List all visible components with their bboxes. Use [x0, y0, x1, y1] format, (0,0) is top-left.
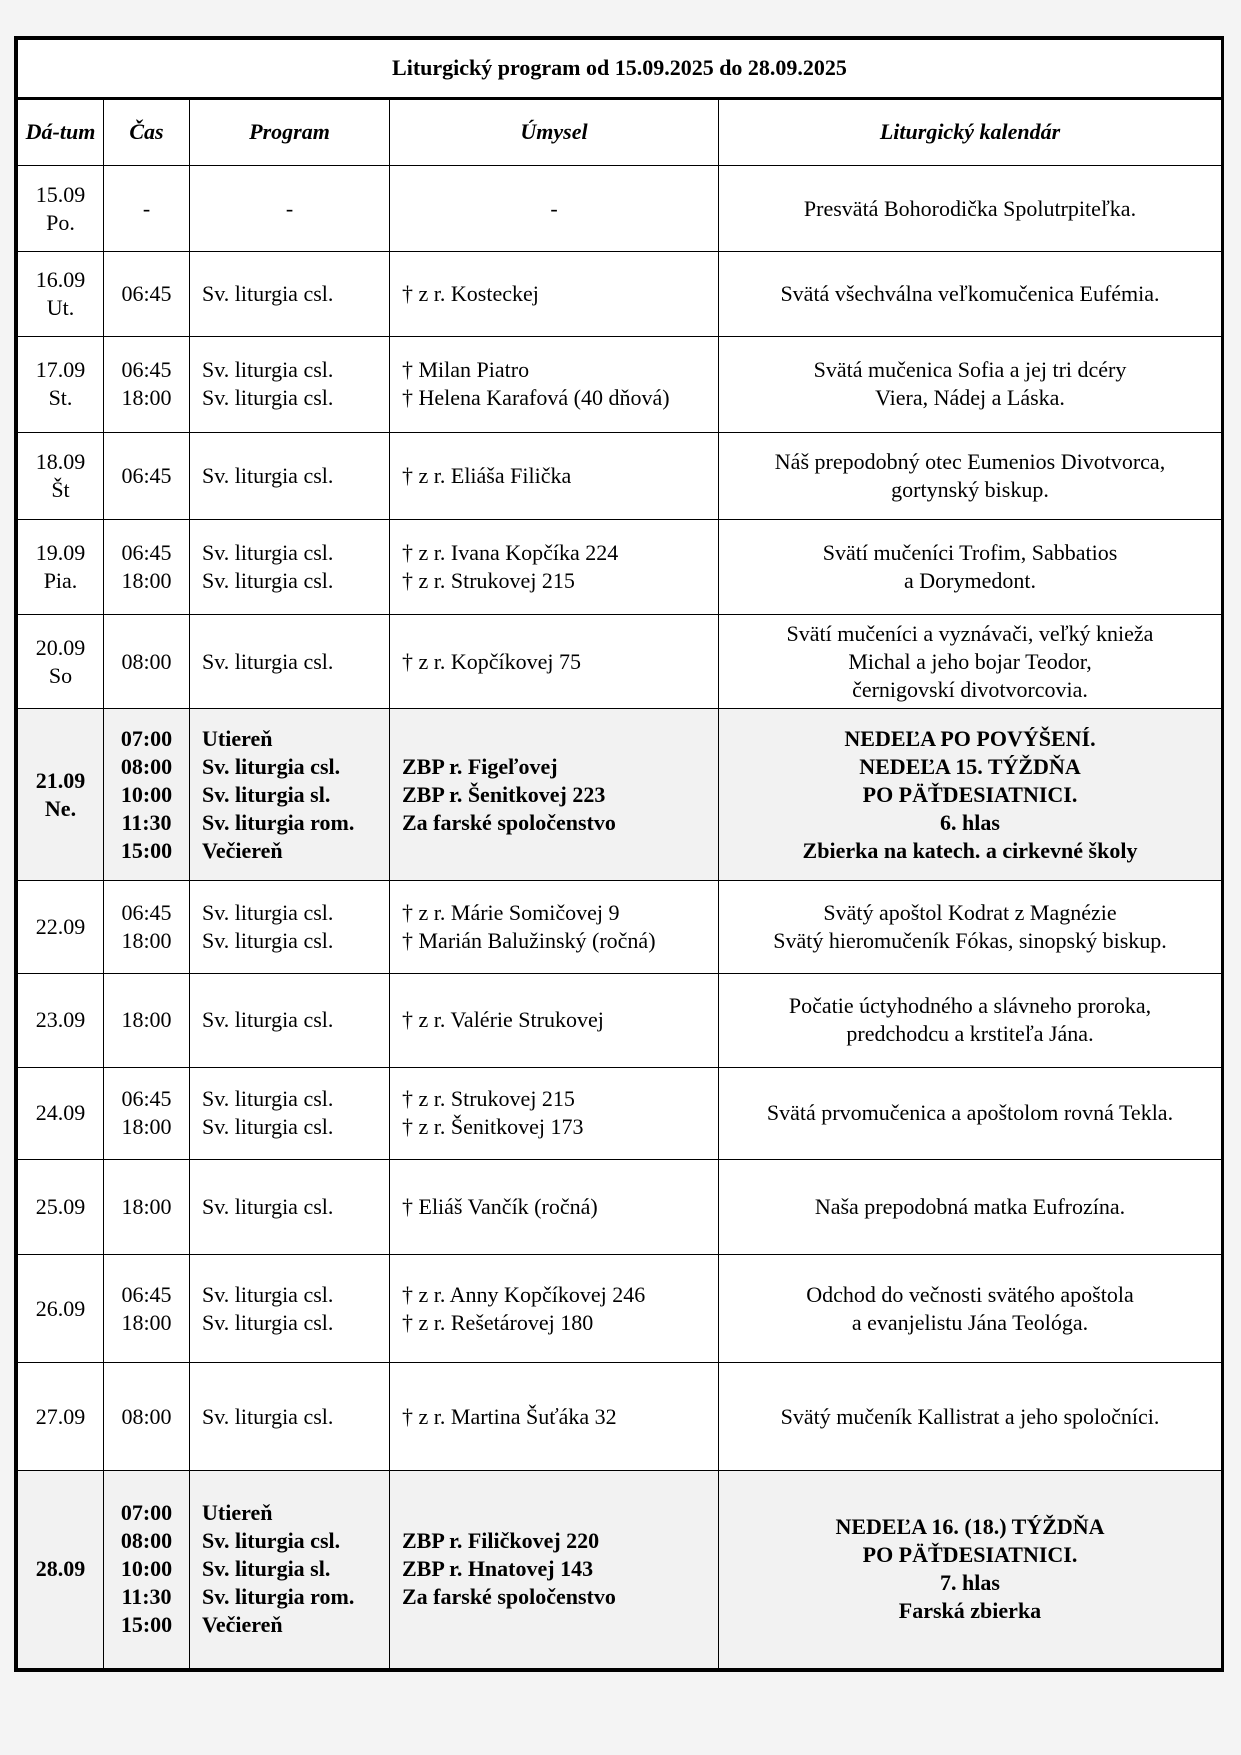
calendar-cell-line: Farská zbierka: [898, 1598, 1042, 1624]
time-cell-line: 06:45: [121, 357, 172, 383]
table-row: [18, 1068, 1222, 1160]
intent-cell-line: -: [550, 195, 558, 221]
calendar-cell-line: 6. hlas: [940, 809, 1000, 835]
program-cell-line: Sv. liturgia csl.: [202, 281, 334, 306]
program-cell-line: Sv. liturgia csl.: [202, 540, 334, 566]
program-cell: [190, 973, 390, 1067]
time-cell-line: 15:00: [120, 837, 173, 863]
time-cell-line: 18:00: [121, 1193, 172, 1219]
calendar-cell: [719, 252, 1222, 336]
calendar-cell-line: Odchod do večnosti svätého apoštola: [806, 1281, 1134, 1307]
table-row: [18, 709, 1222, 881]
program-cell-line: Sv. liturgia sl.: [202, 781, 331, 807]
calendar-cell: [719, 709, 1222, 881]
table-row: [18, 973, 1222, 1067]
table-row: [18, 615, 1222, 709]
program-cell: [190, 1363, 390, 1470]
calendar-cell-line: Svätý mučeník Kallistrat a jeho spoločníci.: [780, 1403, 1160, 1429]
calendar-cell-line: a Dorymedont.: [904, 568, 1036, 594]
intent-cell: [390, 709, 719, 881]
date-cell: [18, 709, 104, 881]
intent-cell-line: † z r. Ivana Kopčíka 224: [402, 540, 619, 566]
calendar-cell-line: Svätá mučenica Sofia a jej tri dcéry: [813, 357, 1127, 383]
table-row: [18, 881, 1222, 974]
intent-cell: [390, 432, 719, 519]
liturgical-schedule-table: [17, 39, 1222, 1669]
intent-cell: [390, 973, 719, 1067]
table-row: [18, 432, 1222, 519]
calendar-cell-line: Svätí mučeníci Trofim, Sabbatios: [822, 540, 1118, 566]
date-cell-line: So: [48, 662, 73, 688]
time-cell: [104, 520, 190, 615]
schedule-sheet: [14, 36, 1224, 1672]
intent-cell-line: ZBP r. Filičkovej 220: [402, 1528, 600, 1554]
header-date: Dá-tum: [18, 98, 104, 166]
program-cell: [190, 336, 390, 432]
time-cell: [104, 336, 190, 432]
schedule-title: Liturgický program od 15.09.2025 do 28.09.2025: [18, 40, 1222, 99]
calendar-cell-line: Michal a jeho bojar Teodor,: [848, 648, 1092, 674]
header-program: Program: [190, 98, 390, 166]
date-cell-line: Št: [51, 477, 70, 503]
intent-cell: [390, 1255, 719, 1363]
time-cell-line: -: [142, 195, 151, 221]
intent-cell: [390, 881, 719, 974]
date-cell: [18, 1255, 104, 1363]
program-cell-line: -: [285, 195, 294, 221]
table-row: [18, 1470, 1222, 1668]
intent-cell-line: † z r. Márie Somičovej 9: [402, 899, 620, 925]
time-cell-line: 07:00: [120, 725, 173, 751]
date-cell: [18, 973, 104, 1067]
date-cell-line: 26.09: [35, 1295, 86, 1321]
program-cell-line: Sv. liturgia sl.: [202, 1556, 331, 1582]
intent-cell: [390, 1470, 719, 1668]
program-cell-line: Sv. liturgia csl.: [202, 1528, 341, 1554]
program-cell-line: Večiereň: [202, 837, 283, 863]
calendar-cell: [719, 1363, 1222, 1470]
date-cell-line: 17.09: [35, 357, 86, 383]
intent-cell: [390, 252, 719, 336]
date-cell: [18, 432, 104, 519]
intent-cell: [390, 336, 719, 432]
date-cell: [18, 1068, 104, 1160]
intent-cell-line: † z r. Martina Šuťáka 32: [402, 1403, 617, 1429]
time-cell-line: 08:00: [121, 1403, 172, 1429]
program-cell-line: Sv. liturgia csl.: [202, 463, 334, 489]
time-cell-line: 18:00: [121, 568, 172, 594]
intent-cell-line: † z r. Rešetárovej 180: [402, 1309, 594, 1335]
intent-cell: [390, 1159, 719, 1254]
program-cell-line: Sv. liturgia csl.: [202, 385, 334, 411]
calendar-cell: [719, 1255, 1222, 1363]
program-cell-line: Sv. liturgia csl.: [202, 1114, 334, 1140]
time-cell-line: 06:45: [121, 1281, 172, 1307]
date-cell-line: 28.09: [35, 1556, 86, 1582]
program-cell-line: Sv. liturgia csl.: [202, 753, 341, 779]
date-cell-line: 23.09: [35, 1007, 86, 1033]
date-cell-line: 22.09: [35, 913, 86, 939]
calendar-cell-line: Presvätá Bohorodička Spolutrpiteľka.: [803, 195, 1137, 221]
time-cell-line: 11:30: [121, 1584, 172, 1610]
time-cell: [104, 881, 190, 974]
intent-cell-line: † Marián Balužinský (ročná): [402, 927, 656, 953]
program-cell-line: Sv. liturgia rom.: [202, 1584, 355, 1610]
intent-cell-line: Za farské spoločenstvo: [402, 809, 616, 835]
date-cell-line: 27.09: [35, 1403, 86, 1429]
intent-cell-line: † z r. Strukovej 215: [402, 568, 575, 594]
intent-cell-line: † z r. Strukovej 215: [402, 1086, 575, 1112]
calendar-cell: [719, 615, 1222, 709]
time-cell-line: 18:00: [121, 1114, 172, 1140]
intent-cell-line: † z r. Eliáša Filička: [402, 463, 572, 489]
date-cell: [18, 1159, 104, 1254]
intent-cell-line: † z r. Valérie Strukovej: [402, 1007, 604, 1033]
time-cell-line: 08:00: [121, 648, 172, 674]
calendar-cell-line: Zbierka na katech. a cirkevné školy: [802, 837, 1138, 863]
calendar-cell-line: Svätí mučeníci a vyznávači, veľký knieža: [786, 620, 1154, 646]
calendar-cell-line: PO PÄŤDESIATNICI.: [862, 1542, 1078, 1568]
date-cell-line: 15.09: [35, 181, 86, 207]
program-cell-line: Sv. liturgia csl.: [202, 1086, 334, 1112]
program-cell: [190, 520, 390, 615]
program-cell: [190, 1068, 390, 1160]
calendar-cell-line: a evanjelistu Jána Teológa.: [851, 1309, 1089, 1335]
program-cell: [190, 252, 390, 336]
calendar-cell-line: NEDEĽA PO POVÝŠENÍ.: [844, 725, 1096, 751]
calendar-cell-line: NEDEĽA 16. (18.) TÝŽDŇA: [835, 1514, 1105, 1540]
intent-cell-line: ZBP r. Figeľovej: [402, 753, 558, 779]
time-cell-line: 07:00: [120, 1500, 173, 1526]
program-cell: [190, 615, 390, 709]
program-cell-line: Sv. liturgia csl.: [202, 568, 334, 594]
intent-cell-line: † z r. Kopčíkovej 75: [402, 648, 582, 674]
calendar-cell: [719, 520, 1222, 615]
time-cell-line: 10:00: [120, 781, 173, 807]
program-cell: [190, 709, 390, 881]
header-intent: Úmysel: [390, 98, 719, 166]
intent-cell-line: † Helena Karafová (40 dňová): [402, 385, 670, 411]
date-cell: [18, 1470, 104, 1668]
program-cell-line: Sv. liturgia csl.: [202, 1281, 334, 1307]
time-cell-line: 15:00: [120, 1612, 173, 1638]
program-cell-line: Sv. liturgia csl.: [202, 1193, 334, 1219]
program-cell: [190, 432, 390, 519]
intent-cell-line: ZBP r. Šenitkovej 223: [402, 781, 606, 807]
program-cell-line: Sv. liturgia rom.: [202, 809, 355, 835]
intent-cell-line: † z r. Šenitkovej 173: [402, 1114, 584, 1140]
intent-cell: [390, 1068, 719, 1160]
time-cell: [104, 615, 190, 709]
calendar-cell-line: PO PÄŤDESIATNICI.: [862, 781, 1078, 807]
date-cell-line: 18.09: [35, 449, 86, 475]
time-cell-line: 18:00: [121, 1007, 172, 1033]
intent-cell-line: † Eliáš Vančík (ročná): [402, 1193, 598, 1219]
time-cell-line: 06:45: [121, 899, 172, 925]
calendar-cell: [719, 1068, 1222, 1160]
calendar-cell-line: Viera, Nádej a Láska.: [875, 385, 1065, 411]
time-cell: [104, 709, 190, 881]
calendar-cell: [719, 1159, 1222, 1254]
time-cell-line: 08:00: [120, 1528, 173, 1554]
calendar-cell-line: NEDEĽA 15. TÝŽDŇA: [859, 753, 1081, 779]
program-cell-line: Sv. liturgia csl.: [202, 1007, 334, 1033]
time-cell: [104, 252, 190, 336]
time-cell: [104, 166, 190, 252]
program-cell: [190, 1255, 390, 1363]
date-cell-line: 19.09: [35, 540, 86, 566]
program-cell: [190, 881, 390, 974]
calendar-cell-line: Svätý apoštol Kodrat z Magnézie: [823, 899, 1117, 925]
calendar-cell-line: Naša prepodobná matka Eufrozína.: [814, 1193, 1126, 1219]
program-cell-line: Sv. liturgia csl.: [202, 357, 334, 383]
date-cell-line: 24.09: [35, 1100, 86, 1126]
date-cell-line: 16.09: [35, 267, 86, 292]
calendar-cell-line: Svätý hieromučeník Fókas, sinopský biskup.: [773, 927, 1167, 953]
date-cell: [18, 166, 104, 252]
time-cell: [104, 1068, 190, 1160]
time-cell-line: 08:00: [120, 753, 173, 779]
calendar-cell: [719, 1470, 1222, 1668]
date-cell-line: 21.09: [35, 767, 86, 793]
intent-cell: [390, 166, 719, 252]
date-cell: [18, 520, 104, 615]
program-cell-line: Sv. liturgia csl.: [202, 899, 334, 925]
table-row: [18, 166, 1222, 252]
table-row: [18, 1159, 1222, 1254]
calendar-cell-line: gortynský biskup.: [891, 477, 1049, 503]
date-cell: [18, 252, 104, 336]
table-row: [18, 336, 1222, 432]
calendar-cell-line: Náš prepodobný otec Eumenios Divotvorca,: [774, 449, 1166, 475]
time-cell: [104, 1363, 190, 1470]
program-cell: [190, 166, 390, 252]
date-cell-line: Ne.: [44, 795, 77, 821]
intent-cell-line: † Milan Piatro: [402, 357, 530, 383]
calendar-cell-line: Svätá prvomučenica a apoštolom rovná Tekla.: [766, 1100, 1174, 1126]
date-cell: [18, 1363, 104, 1470]
header-calendar: Liturgický kalendár: [719, 98, 1222, 166]
intent-cell-line: ZBP r. Hnatovej 143: [402, 1556, 594, 1582]
time-cell-line: 06:45: [121, 281, 172, 306]
time-cell-line: 06:45: [121, 463, 172, 489]
time-cell-line: 10:00: [120, 1556, 173, 1582]
program-cell-line: Večiereň: [202, 1612, 283, 1638]
calendar-cell-line: černigovskí divotvorcovia.: [852, 676, 1088, 702]
table-row: [18, 1255, 1222, 1363]
table-row: [18, 252, 1222, 336]
time-cell-line: 06:45: [121, 540, 172, 566]
calendar-cell: [719, 166, 1222, 252]
program-cell-line: Sv. liturgia csl.: [202, 1309, 334, 1335]
intent-cell-line: † z r. Kosteckej: [402, 281, 539, 306]
date-cell-line: St.: [48, 385, 73, 411]
intent-cell: [390, 1363, 719, 1470]
program-cell-line: Utiereň: [202, 725, 273, 751]
intent-cell-line: † z r. Anny Kopčíkovej 246: [402, 1281, 646, 1307]
program-cell: [190, 1159, 390, 1254]
date-cell: [18, 881, 104, 974]
date-cell-line: Ut.: [46, 295, 75, 320]
time-cell-line: 18:00: [121, 385, 172, 411]
calendar-cell-line: predchodcu a krstiteľa Jána.: [846, 1021, 1094, 1047]
intent-cell: [390, 615, 719, 709]
time-cell: [104, 432, 190, 519]
time-cell-line: 11:30: [121, 809, 172, 835]
intent-cell: [390, 520, 719, 615]
intent-cell-line: Za farské spoločenstvo: [402, 1584, 616, 1610]
calendar-cell-line: 7. hlas: [940, 1570, 1000, 1596]
program-cell-line: Sv. liturgia csl.: [202, 927, 334, 953]
time-cell: [104, 1159, 190, 1254]
program-cell-line: Sv. liturgia csl.: [202, 1403, 334, 1429]
calendar-cell-line: Svätá všechválna veľkomučenica Eufémia.: [780, 281, 1160, 306]
time-cell-line: 18:00: [121, 1309, 172, 1335]
time-cell-line: 06:45: [121, 1086, 172, 1112]
time-cell-line: 18:00: [121, 927, 172, 953]
program-cell: [190, 1470, 390, 1668]
time-cell: [104, 1255, 190, 1363]
calendar-cell: [719, 881, 1222, 974]
program-cell-line: Sv. liturgia csl.: [202, 648, 334, 674]
date-cell-line: Pia.: [43, 568, 78, 594]
date-cell: [18, 615, 104, 709]
table-row: [18, 1363, 1222, 1470]
date-cell-line: 25.09: [35, 1193, 86, 1219]
time-cell: [104, 1470, 190, 1668]
date-cell-line: 20.09: [35, 634, 86, 660]
calendar-cell: [719, 432, 1222, 519]
program-cell-line: Utiereň: [202, 1500, 273, 1526]
date-cell-line: Po.: [46, 209, 75, 235]
table-row: [18, 520, 1222, 615]
calendar-cell: [719, 336, 1222, 432]
time-cell: [104, 973, 190, 1067]
header-time: Čas: [104, 98, 190, 166]
date-cell: [18, 336, 104, 432]
calendar-cell: [719, 973, 1222, 1067]
calendar-cell-line: Počatie úctyhodného a slávneho proroka,: [788, 993, 1152, 1019]
